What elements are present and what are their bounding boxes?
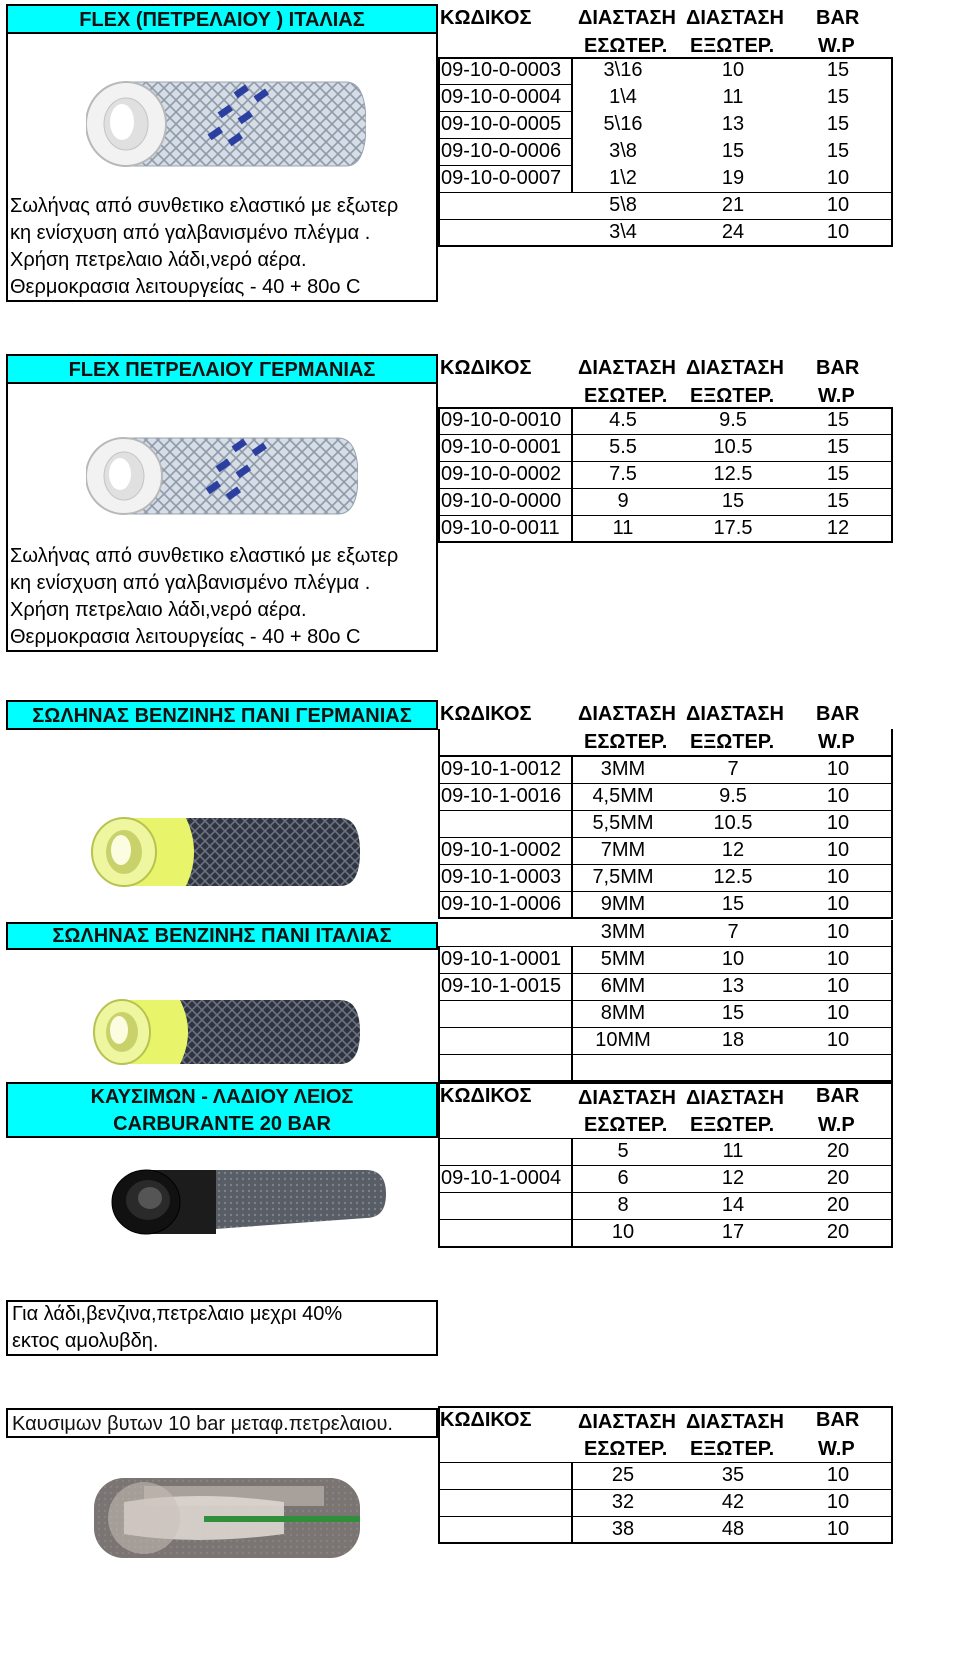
- bar-cell: 10: [826, 1002, 850, 1024]
- section-1-desc-2: κη ενίσχυση από γαλβανισμένο πλέγμα .: [10, 222, 371, 244]
- outer-cell: 15: [721, 893, 745, 915]
- header-code: ΚΩΔΙΚΟΣ: [440, 1409, 532, 1431]
- section-6-title-text: Καυσιμων βυτων 10 bar μεταφ.πετρελαιου.: [12, 1413, 393, 1435]
- header-bar-2: W.P: [818, 35, 855, 57]
- outer-cell: 15: [721, 1002, 745, 1024]
- inner-cell: 9ΜΜ: [600, 893, 646, 915]
- table-row: [438, 488, 893, 515]
- code-cell: 09-10-1-0002: [441, 839, 562, 861]
- table-row: [438, 919, 893, 946]
- outer-cell: 24: [721, 221, 745, 243]
- hose-image-braided-blue: [86, 70, 366, 178]
- bar-cell: 10: [826, 758, 850, 780]
- header-outer-2: ΕΞΩΤΕΡ.: [690, 1438, 775, 1460]
- code-cell: 09-10-1-0003: [441, 866, 562, 888]
- inner-cell: 32: [611, 1491, 635, 1513]
- section-1-title: [6, 4, 438, 34]
- code-cell: 09-10-0-0002: [441, 463, 562, 485]
- inner-cell: 1\2: [609, 167, 637, 189]
- bar-cell: 10: [826, 221, 850, 243]
- bar-cell: 20: [826, 1221, 850, 1243]
- bar-cell: 10: [826, 893, 850, 915]
- outer-cell: 15: [721, 140, 745, 162]
- table-row: [438, 1027, 893, 1054]
- inner-cell: 7ΜΜ: [600, 839, 646, 861]
- outer-cell: 12: [721, 839, 745, 861]
- inner-cell: 7.5: [609, 463, 637, 485]
- header-inner-2: ΕΣΩΤΕΡ.: [584, 35, 668, 57]
- outer-cell: 10.5: [713, 812, 753, 834]
- outer-cell: 11: [722, 1140, 744, 1162]
- hose-image-braided-blue-2: [86, 428, 358, 524]
- outer-cell: 42: [721, 1491, 745, 1513]
- code-cell: 09-10-0-0010: [441, 409, 562, 431]
- header-inner-1: ΔΙΑΣΤΑΣΗ: [578, 357, 676, 379]
- section-2-title-text: FLEX ΠΕΤΡΕΛΑΙΟΥ ΓΕΡΜΑΝΙΑΣ: [68, 359, 376, 381]
- outer-cell: 12.5: [713, 463, 753, 485]
- table-row: [438, 973, 893, 1000]
- header-bar-1: BAR: [816, 357, 860, 379]
- table-row: [438, 1000, 893, 1027]
- header-outer-1: ΔΙΑΣΤΑΣΗ: [686, 7, 784, 29]
- section-4-title: [6, 922, 438, 950]
- bar-cell: 10: [826, 167, 850, 189]
- section-1-desc-3: Χρήση πετρελαιο λάδι,νερό αέρα.: [10, 249, 307, 271]
- bar-cell: 10: [826, 194, 850, 216]
- header-bar-1: BAR: [816, 7, 860, 29]
- outer-cell: 17.5: [713, 517, 753, 539]
- outer-cell: 10.5: [713, 436, 753, 458]
- header-bar-1: BAR: [816, 1085, 860, 1107]
- bar-cell: 10: [826, 1491, 850, 1513]
- table-row: [438, 1192, 893, 1219]
- table-row: [438, 1219, 893, 1246]
- header-inner-1: ΔΙΑΣΤΑΣΗ: [578, 1087, 676, 1109]
- inner-cell: 5ΜΜ: [600, 948, 646, 970]
- header-bar-2: W.P: [818, 385, 855, 407]
- outer-cell: 12.5: [713, 866, 753, 888]
- section-3-title-text: ΣΩΛΗΝΑΣ ΒΕΝΖΙΝΗΣ ΠΑΝΙ ΓΕΡΜΑΝΙΑΣ: [32, 705, 412, 727]
- table-row: [438, 864, 893, 891]
- header-inner-2: ΕΣΩΤΕΡ.: [584, 1438, 668, 1460]
- section-5-title-line-2: CARBURANTE 20 BAR: [113, 1113, 331, 1135]
- outer-cell: 12: [721, 1167, 745, 1189]
- inner-cell: 11: [612, 517, 634, 539]
- bar-cell: 10: [826, 1518, 850, 1540]
- inner-cell: 9: [617, 490, 629, 512]
- bar-cell: 20: [826, 1140, 850, 1162]
- table-row: [438, 891, 893, 918]
- inner-cell: 4.5: [609, 409, 637, 431]
- bar-cell: 10: [826, 975, 850, 997]
- table-row: [438, 57, 893, 84]
- outer-cell: 35: [721, 1464, 745, 1486]
- bar-cell: 15: [826, 113, 850, 135]
- section-6-title: [6, 1408, 438, 1438]
- table-row: [438, 434, 893, 461]
- table-row: [438, 515, 893, 542]
- section-1-desc-4: Θερμοκρασια λειτουργείας - 40 + 80ο C: [10, 276, 361, 298]
- inner-cell: 6ΜΜ: [600, 975, 646, 997]
- bar-cell: 15: [826, 140, 850, 162]
- section-5-note-line-2: εκτος αμολυβδη.: [12, 1330, 159, 1352]
- section-1-title-text: FLEX (ΠΕΤΡΕΛΑΙΟΥ ) ΙΤΑΛΙΑΣ: [79, 9, 365, 31]
- code-cell: 09-10-0-0003: [441, 59, 562, 81]
- section-3-title: [6, 700, 438, 730]
- inner-cell: 3\4: [609, 221, 637, 243]
- bar-cell: 10: [826, 1464, 850, 1486]
- inner-cell: 6: [617, 1167, 629, 1189]
- header-bar-2: W.P: [818, 1114, 855, 1136]
- table-row: [438, 165, 893, 192]
- inner-cell: 5\8: [609, 194, 637, 216]
- code-cell: 09-10-0-0004: [441, 86, 562, 108]
- inner-cell: 8: [617, 1194, 629, 1216]
- outer-cell: 18: [721, 1029, 745, 1051]
- header-bar-2: W.P: [818, 1438, 855, 1460]
- bar-cell: 12: [826, 517, 850, 539]
- inner-cell: 5.5: [609, 436, 637, 458]
- header-outer-1: ΔΙΑΣΤΑΣΗ: [686, 703, 784, 725]
- header-inner-1: ΔΙΑΣΤΑΣΗ: [578, 1411, 676, 1433]
- code-cell: 09-10-1-0012: [441, 758, 562, 780]
- outer-cell: 19: [721, 167, 745, 189]
- code-cell: 09-10-1-0006: [441, 893, 562, 915]
- bar-cell: 10: [826, 1029, 850, 1051]
- header-code: ΚΩΔΙΚΟΣ: [440, 7, 532, 29]
- table-row: [438, 756, 893, 783]
- outer-cell: 10: [721, 59, 745, 81]
- inner-cell: 25: [611, 1464, 635, 1486]
- inner-cell: 3\8: [609, 140, 637, 162]
- section-2-desc-3: Χρήση πετρελαιο λάδι,νερό αέρα.: [10, 599, 307, 621]
- hose-image-tanker: [84, 1472, 360, 1564]
- header-outer-1: ΔΙΑΣΤΑΣΗ: [686, 1087, 784, 1109]
- header-outer-2: ΕΞΩΤΕΡ.: [690, 385, 775, 407]
- table-row: [438, 1138, 893, 1165]
- code-cell: 09-10-1-0001: [441, 948, 562, 970]
- inner-cell: 3\16: [603, 59, 643, 81]
- inner-cell: 4,5ΜΜ: [592, 785, 654, 807]
- table-row: [438, 1489, 893, 1516]
- outer-cell: 21: [721, 194, 745, 216]
- bar-cell: 15: [826, 409, 850, 431]
- outer-cell: 13: [721, 975, 745, 997]
- table-row: [438, 1165, 893, 1192]
- table-row: [438, 946, 893, 973]
- code-cell: 09-10-0-0001: [441, 436, 562, 458]
- inner-cell: 3ΜΜ: [600, 758, 646, 780]
- header-outer-1: ΔΙΑΣΤΑΣΗ: [686, 1411, 784, 1433]
- header-bar-2: W.P: [818, 731, 855, 753]
- code-cell: 09-10-1-0015: [441, 975, 562, 997]
- hose-image-fuel-yellow-it: [92, 990, 360, 1074]
- outer-cell: 9.5: [719, 409, 747, 431]
- header-outer-2: ΕΞΩΤΕΡ.: [690, 35, 775, 57]
- bar-cell: 10: [826, 812, 850, 834]
- table-row: [438, 783, 893, 810]
- inner-cell: 38: [611, 1518, 635, 1540]
- header-inner-2: ΕΣΩΤΕΡ.: [584, 1114, 668, 1136]
- section-2-title: [6, 354, 438, 384]
- code-cell: 09-10-0-0011: [441, 517, 560, 539]
- bar-cell: 10: [826, 785, 850, 807]
- bar-cell: 15: [826, 463, 850, 485]
- outer-cell: 15: [721, 490, 745, 512]
- header-inner-2: ΕΣΩΤΕΡ.: [584, 385, 668, 407]
- header-code: ΚΩΔΙΚΟΣ: [440, 357, 532, 379]
- outer-cell: 48: [721, 1518, 745, 1540]
- bar-cell: 15: [826, 59, 850, 81]
- table-row: [438, 111, 893, 138]
- section-5-note-line-1: Για λάδι,βενζινα,πετρελαιο μεχρι 40%: [12, 1303, 343, 1325]
- hose-image-fuel-yellow-de: [90, 806, 360, 898]
- header-outer-1: ΔΙΑΣΤΑΣΗ: [686, 357, 784, 379]
- bar-cell: 10: [826, 921, 850, 943]
- table-row: [438, 84, 893, 111]
- inner-cell: 10ΜΜ: [595, 1029, 651, 1051]
- code-cell: 09-10-1-0004: [441, 1167, 562, 1189]
- inner-cell: 1\4: [609, 86, 637, 108]
- outer-cell: 11: [722, 86, 744, 108]
- header-code: ΚΩΔΙΚΟΣ: [440, 703, 532, 725]
- inner-cell: 7,5ΜΜ: [592, 866, 654, 888]
- outer-cell: 14: [721, 1194, 745, 1216]
- header-code: ΚΩΔΙΚΟΣ: [440, 1085, 532, 1107]
- table-row: [438, 138, 893, 165]
- table-row: [438, 192, 893, 219]
- header-bar-1: BAR: [816, 703, 860, 725]
- section-1-desc-1: Σωλήνας από συνθετικο ελαστικό με εξωτερ: [10, 195, 399, 217]
- bar-cell: 20: [826, 1167, 850, 1189]
- table-row: [438, 219, 893, 246]
- section-5-note-box: [6, 1300, 438, 1356]
- section-5-title: [6, 1082, 438, 1138]
- table-row: [438, 1462, 893, 1489]
- table-row: [438, 1516, 893, 1543]
- code-cell: 09-10-1-0016: [441, 785, 562, 807]
- table-row: [438, 407, 893, 434]
- header-inner-1: ΔΙΑΣΤΑΣΗ: [578, 7, 676, 29]
- code-cell: 09-10-0-0005: [441, 113, 562, 135]
- table-row: [438, 461, 893, 488]
- outer-cell: 7: [727, 758, 739, 780]
- section-4-title-text: ΣΩΛΗΝΑΣ ΒΕΝΖΙΝΗΣ ΠΑΝΙ ΙΤΑΛΙΑΣ: [52, 925, 392, 947]
- bar-cell: 10: [826, 839, 850, 861]
- bar-cell: 10: [826, 866, 850, 888]
- code-cell: 09-10-0-0000: [441, 490, 562, 512]
- inner-cell: 3ΜΜ: [600, 921, 646, 943]
- table-row: [438, 837, 893, 864]
- inner-cell: 5,5ΜΜ: [592, 812, 654, 834]
- header-inner-2: ΕΣΩΤΕΡ.: [584, 731, 668, 753]
- section-2-desc-2: κη ενίσχυση από γαλβανισμένο πλέγμα .: [10, 572, 371, 594]
- outer-cell: 7: [727, 921, 739, 943]
- section-5-title-line-1: ΚΑΥΣΙΜΩΝ - ΛΑΔΙΟΥ ΛΕΙΟΣ: [90, 1086, 354, 1108]
- bar-cell: 10: [826, 948, 850, 970]
- header-bar-1: BAR: [816, 1409, 860, 1431]
- bar-cell: 15: [826, 436, 850, 458]
- outer-cell: 17: [721, 1221, 745, 1243]
- inner-cell: 8ΜΜ: [600, 1002, 646, 1024]
- header-outer-2: ΕΞΩΤΕΡ.: [690, 731, 775, 753]
- inner-cell: 5: [617, 1140, 629, 1162]
- outer-cell: 13: [721, 113, 745, 135]
- code-cell: 09-10-0-0006: [441, 140, 562, 162]
- bar-cell: 15: [826, 490, 850, 512]
- header-inner-1: ΔΙΑΣΤΑΣΗ: [578, 703, 676, 725]
- code-cell: 09-10-0-0007: [441, 167, 562, 189]
- outer-cell: 10: [721, 948, 745, 970]
- inner-cell: 5\16: [603, 113, 643, 135]
- outer-cell: 9.5: [719, 785, 747, 807]
- header-outer-2: ΕΞΩΤΕΡ.: [690, 1114, 775, 1136]
- hose-image-black-smooth: [96, 1152, 386, 1252]
- bar-cell: 15: [826, 86, 850, 108]
- section-2-desc-4: Θερμοκρασια λειτουργείας - 40 + 80ο C: [10, 626, 361, 648]
- section-2-desc-1: Σωλήνας από συνθετικο ελαστικό με εξωτερ: [10, 545, 399, 567]
- inner-cell: 10: [611, 1221, 635, 1243]
- table-row: [438, 810, 893, 837]
- bar-cell: 20: [826, 1194, 850, 1216]
